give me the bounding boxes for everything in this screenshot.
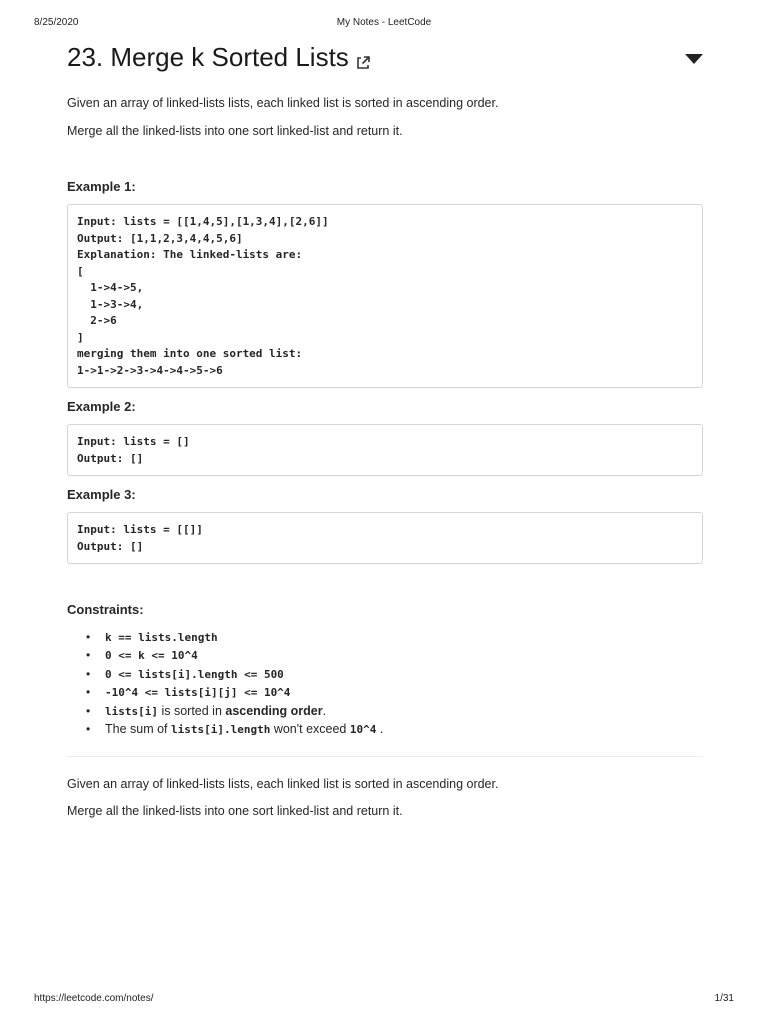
note-paragraph-1: Given an array of linked-lists lists, each linked list is sorted in ascending order. [67,777,499,791]
print-footer [34,993,734,1007]
constraint-code: -10^4 <= lists[i][j] <= 10^4 [105,686,291,700]
constraint-item [86,702,383,720]
example-1-code-box [67,204,703,388]
constraint-code: 0 <= lists[i].length <= 500 [105,667,284,681]
code-line: 1->1->2->3->4->4->5->6 [77,363,223,377]
print-doc-title: My Notes - LeetCode [336,17,432,28]
constraint-bold: ascending order [225,703,323,718]
code-line: [ [77,264,84,278]
caret-down-icon[interactable] [685,51,703,69]
bullet: • [86,648,91,663]
bullet: • [86,703,91,718]
problem-title-row [67,38,707,76]
print-page-number: 1/31 [714,993,734,1004]
constraint-code: lists[i].length [171,722,271,736]
print-header [34,17,734,31]
code-line: Output: [] [77,539,144,553]
constraints-list [86,628,383,738]
problem-description-2: Merge all the linked-lists into one sort linked-list and return it. [67,124,403,138]
example-1-heading: Example 1: [67,179,136,194]
constraint-item [86,683,383,701]
code-line: merging them into one sorted list: [77,347,303,360]
note-paragraph-2: Merge all the linked-lists into one sort linked-list and return it. [67,804,403,818]
bullet: • [86,685,91,700]
constraint-item [86,628,383,646]
bullet: • [86,630,91,644]
code-line: 2->6 [77,314,117,327]
example-2-heading: Example 2: [67,399,136,414]
example-2-code-box [67,424,703,476]
external-link-icon[interactable] [355,43,371,81]
constraint-tail: . [376,721,384,736]
constraint-code: lists[i] [105,704,158,718]
problem-title-text: 23. Merge k Sorted Lists [67,42,349,72]
constraint-code: 0 <= k <= 10^4 [105,649,198,663]
code-line: 1->4->5, [77,281,144,294]
code-line: ] [77,330,84,344]
problem-title [67,38,371,76]
constraint-code: 10^4 [349,722,377,736]
example-3-heading: Example 3: [67,487,136,502]
constraint-code: k == lists.length [105,631,218,644]
problem-description-1: Given an array of linked-lists lists, each linked list is sorted in ascending order. [67,96,499,110]
constraint-text: won't exceed [270,721,350,736]
constraint-tail: . [322,703,327,718]
code-line: Input: lists = [] [77,435,190,448]
print-date: 8/25/2020 [34,17,79,28]
constraint-item [86,720,383,738]
bullet: • [86,721,91,736]
divider [67,756,703,757]
code-line: Input: lists = [[]] [77,523,203,536]
bullet: • [86,666,91,681]
print-url: https://leetcode.com/notes/ [34,993,154,1004]
code-line: 1->3->4, [77,297,144,311]
code-line: Output: [] [77,451,144,465]
code-line: Input: lists = [[1,4,5],[1,3,4],[2,6]] [77,215,329,228]
constraint-text: The sum of [105,721,171,736]
constraint-text: is sorted in [157,703,226,718]
constraints-heading: Constraints: [67,602,144,617]
code-line: Explanation: The linked-lists are: [77,248,303,261]
constraint-item [86,665,383,683]
example-3-code-box [67,512,703,564]
code-line: Output: [1,1,2,3,4,4,5,6] [77,231,243,245]
constraint-item [86,646,383,664]
